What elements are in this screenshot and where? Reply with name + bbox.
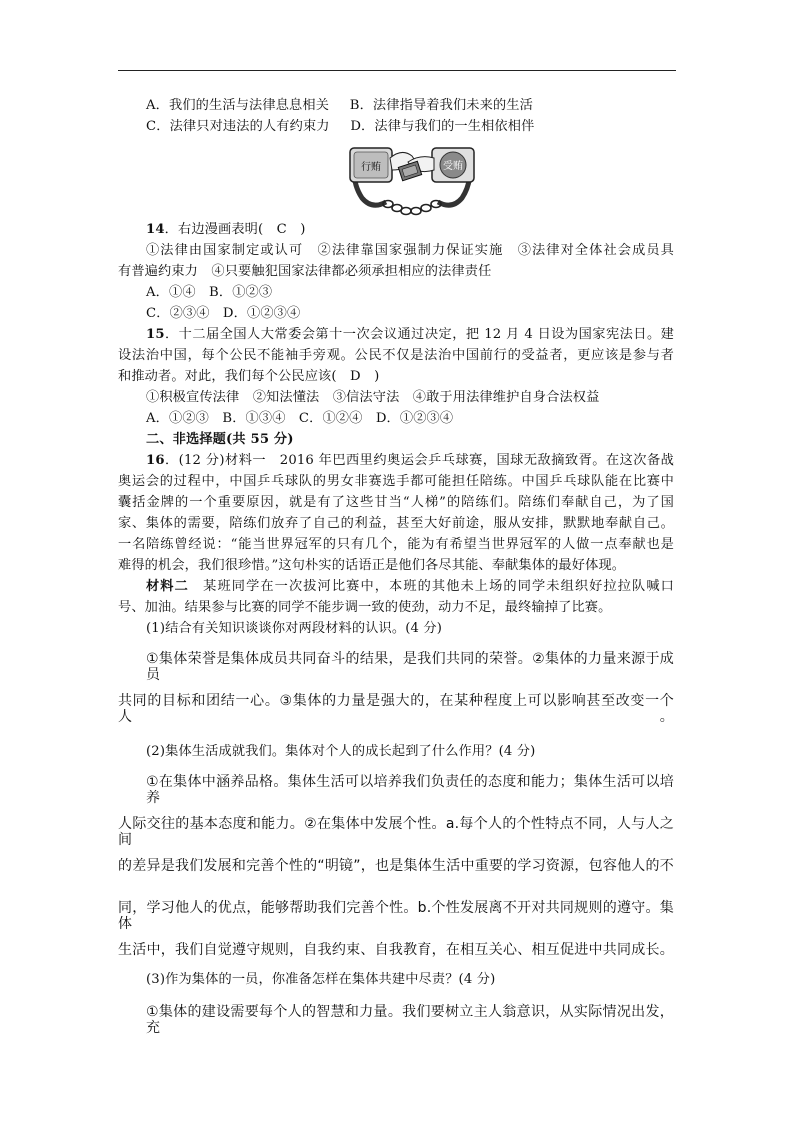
section-2-heading: 二、非选择题(共 55 分) — [146, 432, 294, 447]
q15-stem-line-2: 设法治中国，每个公民不能袖手旁观。公民不仅是法治中国前行的受益者，更应该是参与者 — [118, 348, 674, 363]
q16-number: 16 — [146, 453, 165, 468]
q15-stem-line-1 — [146, 327, 674, 343]
q15-stem-line-3: 和推动者。对此，我们每个公民应该( D ) — [118, 369, 380, 384]
bribery-handcuffs-cartoon — [346, 140, 478, 218]
left-cuff-icon — [350, 148, 392, 205]
q16-sub2-answer-line-3: 的差异是我们发展和完善个性的“明镜”，也是集体生活中重要的学习资源，包容他人的不 — [118, 858, 674, 874]
q13-option-c: C．法律只对违法的人有约束力 — [146, 119, 330, 134]
q16-material-1-line-1 — [146, 453, 674, 469]
q16-sub1-answer-line-2: 共同的目标和团结一心。③集体的力量是强大的，在某种程度上可以影响甚至改变一个人。 — [118, 693, 674, 725]
q16-material-2-line-1 — [146, 579, 674, 595]
right-cuff-icon — [432, 148, 474, 205]
q16-sub2-question: (2)集体生活成就我们。集体对个人的成长起到了什么作用？(4 分) — [146, 744, 536, 759]
q16-sub3-answer-line-1: ①集体的建设需要每个人的智慧和力量。我们要树立主人翁意识，从实际情况出发，充 — [146, 1004, 674, 1036]
q13-options-row-2 — [146, 119, 534, 135]
chain-icon — [383, 201, 441, 215]
q16-material-2-line-2: 号、加油。结果参与比赛的同学不能步调一致的使劲，动力不足，最终输掉了比赛。 — [118, 600, 612, 615]
q16-m1-text-1: 2016 年巴西里约奥运会乒乓球赛，国球无敌摘致胥。在这次备战 — [266, 453, 674, 468]
q16-material-1-line-6: 难得的机会，我们很珍惜。”这句朴实的话语正是他们各尽其能、奉献集体的最好体现。 — [118, 558, 626, 573]
q16-sub2-answer-line-5: 生活中，我们自觉遵守规则，自我约束、自我教育，在相互关心、相互促进中共同成长。 — [118, 942, 674, 958]
q16-material-1-line-3: 囊括金牌的一个重要原因，就是有了这些甘当“人梯”的陪练们。陪练们奉献自己，为了国 — [118, 495, 674, 510]
label-taking-bribe: 受贿 — [443, 161, 463, 172]
label-bribing: 行贿 — [361, 162, 381, 173]
hands-money-icon — [390, 152, 434, 180]
q13-option-d: D．法律与我们的一生相依相伴 — [350, 119, 535, 134]
q14-options-line-1: A．①④ B．①②③ — [146, 285, 273, 300]
q14-statements-line-2: 有普遍约束力 ④只要触犯国家法律都必须承担相应的法律责任 — [118, 264, 492, 279]
q16-material-1-line-4: 家、集体的需要，陪练们放弃了自己的利益，甚至大好前途，服从安排，默默地奉献自己。 — [118, 516, 674, 531]
q15-number: 15 — [146, 327, 165, 342]
q16-sub1-question: (1)结合有关知识谈谈你对两段材料的认识。(4 分) — [146, 621, 443, 636]
q14-statements-line-1: ①法律由国家制定或认可 ②法律靠国家强制力保证实施 ③法律对全体社会成员具 — [146, 243, 674, 258]
q14-stem — [146, 222, 306, 238]
q14-number: 14 — [146, 222, 165, 237]
q14-options-line-2: C．②③④ D．①②③④ — [146, 306, 301, 321]
q16-sub2-answer-line-2: 人际交往的基本态度和能力。②在集体中发展个性。a.每个人的个性特点不同，人与人之间 — [118, 816, 674, 848]
q16-sub1-answer-line-1: ①集体荣誉是集体成员共同奋斗的结果，是我们共同的荣誉。②集体的力量来源于成员 — [146, 651, 674, 683]
q16-sub2-answer-line-1: ①在集体中涵养品格。集体生活可以培养我们负责任的态度和能力；集体生活可以培养 — [146, 774, 674, 806]
q16-m2-text-1: 某班同学在一次拔河比赛中，本班的其他未上场的同学未组织好拉拉队喊口 — [188, 579, 674, 594]
q15-stem-text-1: ．十二届全国人大常委会第十一次会议通过决定，把 12 月 4 日设为国家宪法日。建 — [164, 327, 674, 342]
q14-stem-text: ．右边漫画表明( C ) — [164, 222, 306, 237]
q13-options-row-1 — [146, 98, 533, 114]
q16-material-1-line-5: 一名陪练曾经说：“能当世界冠军的只有几个，能为有希望当世界冠军的人做一点奉献也是 — [118, 537, 674, 552]
q16-lead: ．(12 分)材料一 — [164, 453, 267, 468]
q13-option-a: A．我们的生活与法律息息相关 — [146, 98, 330, 113]
q15-options: A．①②③ B．①③④ C．①②④ D．①②③④ — [146, 411, 454, 426]
q16-sub2-answer-line-4: 同，学习他人的优点，能够帮助我们完善个性。b.个性发展离不开对共同规则的遵守。集体 — [118, 900, 674, 932]
q13-option-b: B．法律指导着我们未来的生活 — [349, 98, 533, 113]
header-rule — [118, 70, 676, 71]
q16-sub3-question: (3)作为集体的一员，你准备怎样在集体共建中尽责？(4 分) — [146, 972, 496, 987]
q16-material-2-label: 材料二 — [146, 579, 189, 594]
q15-statements: ①积极宣传法律 ②知法懂法 ③信法守法 ④敢于用法律维护自身合法权益 — [146, 390, 600, 405]
q16-material-1-line-2: 奥运会的过程中，中国乒乓球队的男女非赛选手都可能担任陪练。中国乒乓球队能在比赛中 — [118, 474, 674, 489]
